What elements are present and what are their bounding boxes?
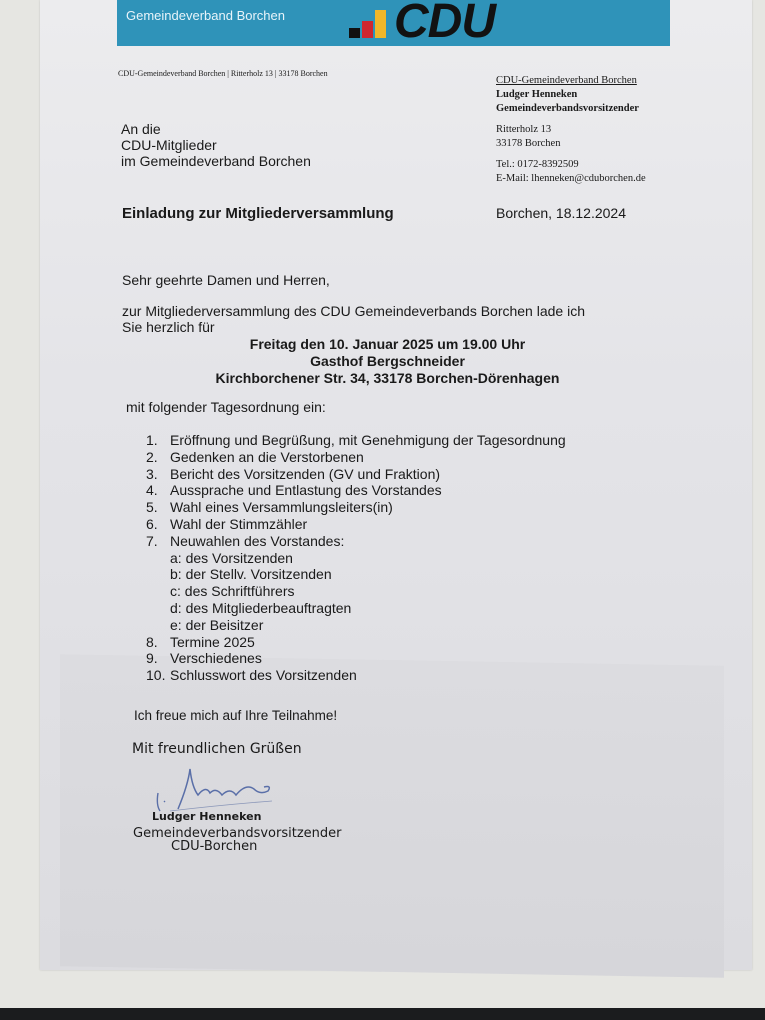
event-datetime: Freitag den 10. Januar 2025 um 19.00 Uhr xyxy=(249,336,526,352)
recipient-line: CDU-Mitglieder xyxy=(121,137,217,153)
agenda-list xyxy=(146,432,566,684)
sender-city: 33178 Borchen xyxy=(496,138,561,149)
agenda-item: 8. Termine 2025 xyxy=(146,633,255,650)
agenda-subitem: a: des Vorsitzenden xyxy=(170,549,293,566)
sender-phone: Tel.: 0172-8392509 xyxy=(496,159,579,170)
recipient-line: im Gemeindeverband Borchen xyxy=(121,153,311,169)
agenda-item: 1. Eröffnung und Begrüßung, mit Genehmigung der Tagesordnung xyxy=(146,432,566,448)
table-edge xyxy=(0,1008,765,1020)
sender-return-address: CDU-Gemeindeverband Borchen | Ritterholz 13 | 33178 Borchen xyxy=(118,69,328,78)
event-venue: Gasthof Bergschneider xyxy=(310,353,465,369)
event-details xyxy=(150,336,625,387)
sender-org: CDU-Gemeindeverband Borchen xyxy=(496,75,637,86)
agenda-subitem: d: des Mitgliederbeauftragten xyxy=(170,599,352,616)
event-address: Kirchborchener Str. 34, 33178 Borchen-Dörenhagen xyxy=(215,370,560,386)
sender-email: E-Mail: lhenneken@cduborchen.de xyxy=(496,173,646,184)
sender-role: Gemeindeverbandsvorsitzender xyxy=(496,103,639,114)
signer-org: CDU-Borchen xyxy=(171,839,258,854)
sender-info-block xyxy=(496,74,646,186)
sender-name: Ludger Henneken xyxy=(496,89,578,100)
closing-line: Ich freue mich auf Ihre Teilnahme! xyxy=(134,708,338,723)
flag-bars-icon xyxy=(349,10,386,38)
letter-subject: Einladung zur Mitgliederversammlung xyxy=(122,205,394,222)
cdu-logo xyxy=(349,0,495,46)
logo-wordmark: CDU xyxy=(394,0,495,48)
agenda-item: 9. Verschiedenes xyxy=(146,650,262,667)
agenda-subitem: c: des Schriftführers xyxy=(170,583,295,600)
agenda-item: 5. Wahl eines Versammlungsleiters(in) xyxy=(146,499,393,516)
greeting: Sehr geehrte Damen und Herren, xyxy=(122,272,330,288)
letter-date: Borchen, 18.12.2024 xyxy=(496,205,626,221)
agenda-subitem: b: der Stellv. Vorsitzenden xyxy=(170,566,332,583)
agenda-item: 4. Aussprache und Entlastung des Vorstandes xyxy=(146,482,442,499)
recipient-line: An die xyxy=(121,121,161,137)
agenda-item: 7. Neuwahlen des Vorstandes: xyxy=(146,532,345,549)
closing-salutation: Mit freundlichen Grüßen xyxy=(132,741,302,757)
agenda-item: 6. Wahl der Stimmzähler xyxy=(146,515,308,532)
agenda-item: 3. Bericht des Vorsitzenden (GV und Fraktion) xyxy=(146,465,441,482)
banner-text: Gemeindeverband Borchen xyxy=(126,8,285,23)
signer-name: Ludger Henneken xyxy=(152,810,262,823)
intro-paragraph: zur Mitgliederversammlung des CDU Gemeindeverbands Borchen lade ich Sie herzlich für xyxy=(122,303,585,335)
recipient-address xyxy=(121,121,311,169)
agenda-intro: mit folgender Tagesordnung ein: xyxy=(126,399,326,415)
agenda-item: 10. Schlusswort des Vorsitzenden xyxy=(146,667,357,684)
signer-title: Gemeindeverbandsvorsitzender xyxy=(133,826,342,841)
letterhead-banner xyxy=(117,0,670,46)
agenda-subitem: e: der Beisitzer xyxy=(170,616,264,633)
agenda-item: 2. Gedenken an die Verstorbenen xyxy=(146,448,364,465)
sender-street: Ritterholz 13 xyxy=(496,124,552,135)
handwritten-signature-icon xyxy=(150,765,280,815)
